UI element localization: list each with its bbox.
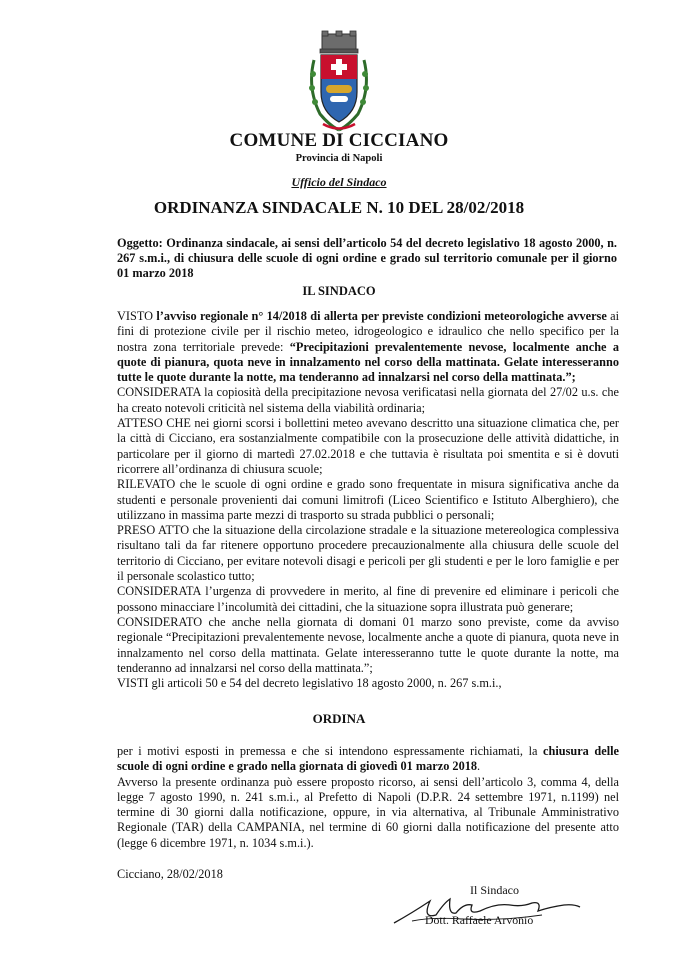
considerata-paragraph: CONSIDERATA la copiosità della precipitazione nevosa verificatasi nella giornata del 27/02 u.s. che ha creato notevoli criticità nel sistema della viabilità ordinaria; [117, 385, 619, 415]
visti-paragraph: VISTI gli articoli 50 e 54 del decreto legislativo 18 agosto 2000, n. 267 s.m.i., [117, 676, 502, 691]
provincia-subtitle: Provincia di Napoli [295, 153, 383, 164]
visto-paragraph [117, 309, 619, 385]
coat-of-arms-icon [306, 30, 372, 134]
premises-section [117, 309, 619, 691]
oggetto-paragraph: Oggetto: Ordinanza sindacale, ai sensi dell’articolo 54 del decreto legislativo 18 agosto 2000, n. 267 s.m.i., di chiusura delle scuole di ogni ordine e grado sul territorio comunale per il giorno 01 marzo 2018 [117, 236, 617, 280]
ordina-heading: ORDINA [312, 711, 366, 726]
visto-text: ai fini di protezione civile per il rischio meteo, idrogeologico e idraulico che nello specifico per la nostra zona territoriale prevede: [117, 309, 619, 354]
signature-name: Dott. Raffaele Arvonio [425, 913, 534, 927]
il-sindaco-heading: IL SINDACO [302, 284, 376, 298]
visto-lead: VISTO [117, 309, 157, 323]
ordina-chiusura: chiusura delle scuole di ogni ordine e grado nella giornata di giovedì 01 marzo 2018 [117, 744, 619, 774]
visto-avviso: l’avviso regionale n° 14/2018 di allerta per previste condizioni meteorologiche avverse [156, 309, 607, 323]
considerato-paragraph: CONSIDERATO che anche nella giornata di domani 01 marzo sono previste, come da avviso regionale “Precipitazioni prevalentemente nevose, localmente anche a quote di pianura, quota neve in innalzamento nel corso della mattinata. Gelate interesseranno tutte le quote durante la notte, ma tenderanno ad innalzarsi nel corso della mattinata.”; [117, 614, 619, 675]
ordina-paragraph [117, 744, 619, 775]
considerata-urgenza-paragraph: CONSIDERATA l’urgenza di provvedere in merito, al fine di prevenire ed eliminare i pericoli che possono minacciare l’incolumità dei cittadini, che la situazione sopra illustrata può generare; [117, 584, 619, 614]
atteso-paragraph: ATTESO CHE nei giorni scorsi i bollettini meteo avevano descritto una situazione climatica che, per la città di Cicciano, era sostanzialmente compatibile con la prosecuzione delle attività didattiche, in particolare per il giorno di martedì 27.02.2018 e che tuttavia è risultata poi smentita e si è dovuti ricorrere all’ordinanza di chiusura scuole; [117, 416, 619, 476]
ordina-section [117, 744, 619, 851]
visto-quote: “Precipitazioni prevalentemente nevose, localmente anche a quote di pianura, quota neve in innalzamento nel corso della mattinata. Gelate interesseranno tutte le quote durante la notte, ma tenderanno ad innalzarsi nel corso della mattinata.”; [117, 339, 619, 385]
place-date: Cicciano, 28/02/2018 [117, 867, 223, 881]
rilevato-paragraph: RILEVATO che le scuole di ogni ordine e grado sono frequentate in misura significativa anche da studenti e personale provenienti dai comuni limitrofi (Liceo Scientifico e Istituto Alberghiero), che utilizzano in massima parte mezzi di trasporto su strada pubblici o personali; [117, 477, 619, 522]
ordina-end: . [477, 759, 481, 774]
signature-role: Il Sindaco [470, 883, 519, 897]
ufficio-label: Ufficio del Sindaco [291, 175, 387, 189]
ordina-lead: per i motivi esposti in premessa e che si intendono espressamente richiamati, la [117, 744, 544, 758]
ordinanza-heading: ORDINANZA SINDACALE N. 10 DEL 28/02/2018 [153, 198, 525, 217]
ricorso-paragraph: Avverso la presente ordinanza può essere proposto ricorso, ai sensi dell’articolo 3, comma 4, della legge 7 agosto 1990, n. 241 s.m.i., al Prefetto di Napoli (D.P.R. 24 settembre 1971, n.1199) nel termine di 30 giorni dalla notificazione, oppure, in via alternativa, al Tribunale Amministrativo Regionale (TAR) della CAMPANIA, nel termine di 60 giorni dalla notificazione del presente atto (legge 6 dicembre 1971, n. 1034 s.m.i.). [117, 774, 619, 850]
preso-atto-paragraph: PRESO ATTO che la situazione della circolazione stradale e la situazione metereologica complessiva risultano tali da far ritenere opportuno procedere precauzionalmente alla chiusura delle scuole del territorio di Cicciano, per evitare notevoli disagi e pericoli per gli studenti e per le loro famiglie e per il personale scolastico tutto; [117, 523, 619, 584]
comune-title: COMUNE DI CICCIANO [229, 130, 449, 151]
